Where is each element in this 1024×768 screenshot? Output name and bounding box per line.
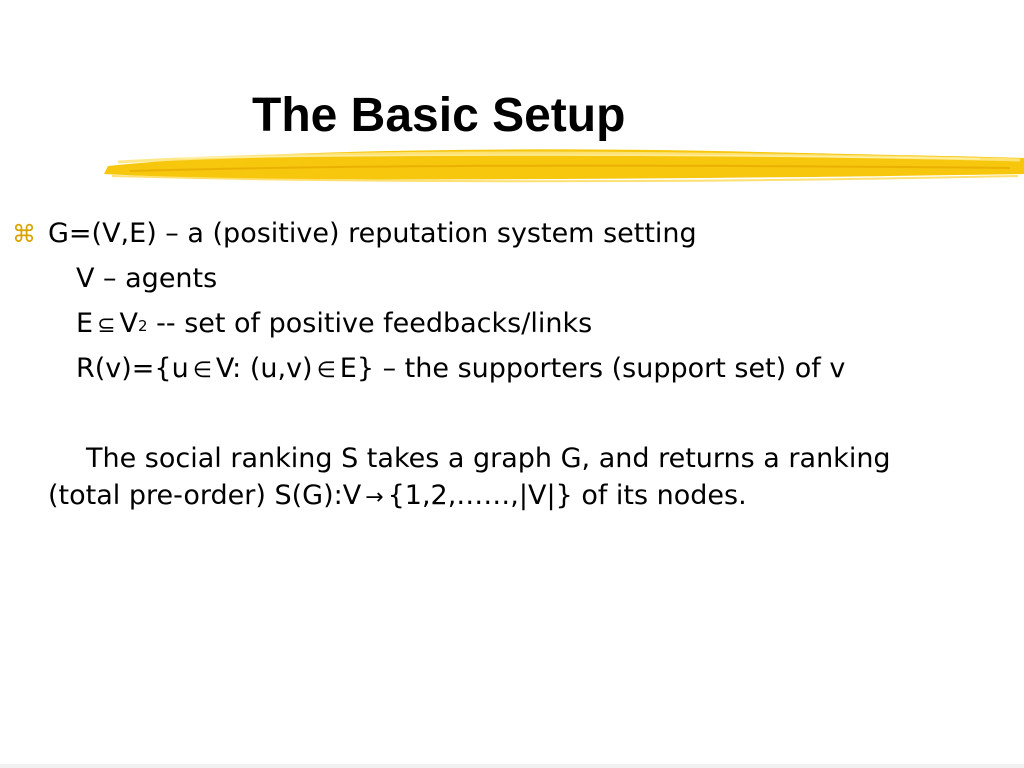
command-key-icon: ⌘: [12, 220, 36, 248]
bottom-rule: [0, 764, 1024, 768]
element-of-symbol: ∈: [192, 358, 212, 383]
sub-item-agents: V – agents: [76, 263, 218, 294]
subset-symbol: ⊆: [97, 313, 116, 338]
sub-item-feedbacks: [76, 307, 592, 343]
arrow-symbol: →: [365, 485, 384, 510]
slide-title: The Basic Setup: [252, 89, 626, 142]
para-line2-a: (total pre-order) S(G):V: [48, 480, 362, 511]
sub2-base: V: [119, 308, 138, 339]
sub3-part2: V: (u,v): [215, 353, 313, 384]
bullet-text: G=(V,E) – a (positive) reputation system setting: [48, 218, 697, 249]
bullet-item: [12, 217, 697, 251]
sub2-left: E: [76, 308, 94, 339]
sub-item-supporters: [76, 352, 845, 388]
para-line2-b: {1,2,……,|V|} of its nodes.: [387, 480, 747, 511]
sub3-part1: R(v)={u: [76, 353, 189, 384]
title-underline-brushstroke: [0, 140, 1024, 196]
sub2-rest: -- set of positive feedbacks/links: [156, 308, 593, 339]
sub2-exponent: 2: [137, 317, 148, 335]
paragraph-line-1: The social ranking S takes a graph G, and returns a ranking: [86, 443, 891, 474]
element-of-symbol: ∈: [316, 358, 336, 383]
sub3-part3: E} – the supporters (support set) of v: [339, 353, 846, 384]
paragraph-line-2: [48, 479, 747, 515]
